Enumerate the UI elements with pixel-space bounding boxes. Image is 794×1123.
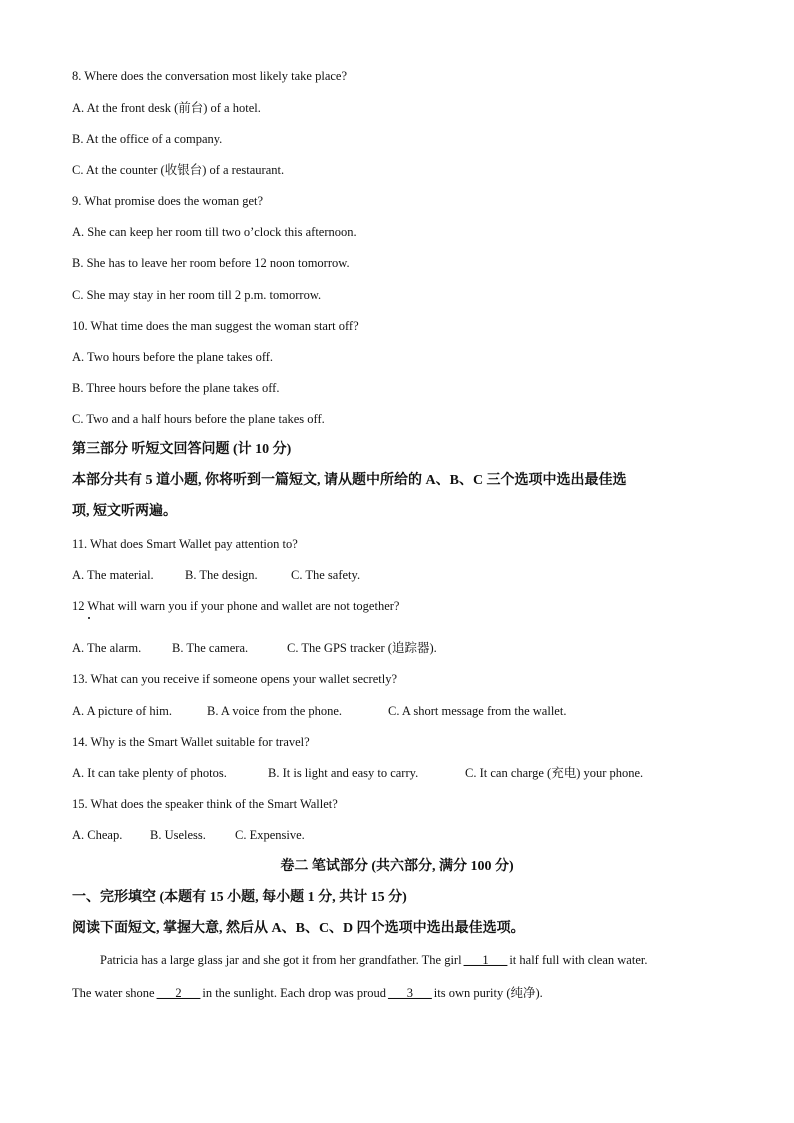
question-9-option-a: A. She can keep her room till two o’clock this afternoon. bbox=[72, 225, 357, 239]
stray-mark bbox=[88, 617, 90, 619]
question-9-option-c: C. She may stay in her room till 2 p.m. tomorrow. bbox=[72, 288, 322, 302]
question-13-stem: 13. What can you receive if someone opens your wallet secretly? bbox=[72, 672, 397, 686]
question-11-options bbox=[72, 567, 360, 583]
part3-instructions-line2: 项, 短文听两遍。 bbox=[72, 504, 177, 519]
question-11-option-c: C. The safety. bbox=[291, 568, 361, 582]
question-8-stem: 8. Where does the conversation most likely take place? bbox=[72, 69, 348, 83]
part3-title: 第三部分 听短文回答问题 (计 10 分) bbox=[72, 442, 292, 457]
question-13-options bbox=[72, 703, 566, 719]
question-14-options bbox=[72, 765, 643, 781]
question-11-option-a: A. The material. bbox=[72, 568, 154, 582]
question-15-options bbox=[72, 827, 305, 843]
question-12-option-a: A. The alarm. bbox=[72, 641, 142, 655]
question-12-option-c: C. The GPS tracker (追踪器). bbox=[287, 641, 437, 655]
question-10-option-b: B. Three hours before the plane takes off. bbox=[72, 381, 280, 395]
part3-instructions-line1: 本部分共有 5 道小题, 你将听到一篇短文, 请从题中所给的 A、B、C 三个选项中选出最佳选 bbox=[72, 473, 627, 488]
question-15-option-a: A. Cheap. bbox=[72, 828, 123, 842]
question-10-stem: 10. What time does the man suggest the woman start off? bbox=[72, 319, 359, 333]
section1-title: 一、完形填空 (本题有 15 小题, 每小题 1 分, 共计 15 分) bbox=[72, 890, 407, 905]
question-14-option-a: A. It can take plenty of photos. bbox=[72, 766, 227, 780]
volume2-title: 卷二 笔试部分 (共六部分, 满分 100 分) bbox=[280, 859, 514, 874]
question-14-option-c: C. It can charge (充电) your phone. bbox=[465, 766, 644, 780]
question-9-option-b: B. She has to leave her room before 12 noon tomorrow. bbox=[72, 256, 350, 270]
question-13-option-b: B. A voice from the phone. bbox=[207, 704, 343, 718]
passage-text: in the sunlight. Each drop was proud bbox=[202, 986, 387, 1000]
question-13-option-a: A. A picture of him. bbox=[72, 704, 172, 718]
section1-instructions: 阅读下面短文, 掌握大意, 然后从 A、B、C、D 四个选项中选出最佳选项。 bbox=[72, 921, 525, 936]
question-15-stem: 15. What does the speaker think of the Smart Wallet? bbox=[72, 797, 338, 811]
passage-text: it half full with clean water. bbox=[509, 953, 648, 967]
question-14-option-b: B. It is light and easy to carry. bbox=[268, 766, 419, 780]
blank-2: ___2___ bbox=[156, 986, 201, 1000]
question-12-option-b: B. The camera. bbox=[172, 641, 249, 655]
question-8-option-c: C. At the counter (收银台) of a restaurant. bbox=[72, 163, 285, 177]
question-15-option-b: B. Useless. bbox=[150, 828, 206, 842]
passage-text: its own purity (纯净). bbox=[433, 986, 543, 1000]
blank-3: ___3___ bbox=[388, 986, 432, 1000]
passage-line2 bbox=[72, 985, 543, 1001]
question-13-option-c: C. A short message from the wallet. bbox=[388, 704, 567, 718]
question-9-stem: 9. What promise does the woman get? bbox=[72, 194, 264, 208]
question-14-stem: 14. Why is the Smart Wallet suitable for travel? bbox=[72, 735, 310, 749]
question-10-option-c: C. Two and a half hours before the plane takes off. bbox=[72, 412, 325, 426]
passage-text: The water shone bbox=[72, 986, 155, 1000]
passage-text: Patricia has a large glass jar and she got it from her grandfather. The girl bbox=[100, 953, 462, 967]
question-12-options bbox=[72, 640, 437, 656]
question-15-option-c: C. Expensive. bbox=[235, 828, 305, 842]
blank-1: ___1___ bbox=[463, 953, 508, 967]
question-11-option-b: B. The design. bbox=[185, 568, 258, 582]
question-12-stem: 12 What will warn you if your phone and wallet are not together? bbox=[72, 599, 400, 613]
question-8-option-b: B. At the office of a company. bbox=[72, 132, 223, 146]
passage-line1 bbox=[100, 952, 647, 968]
question-11-stem: 11. What does Smart Wallet pay attention to? bbox=[72, 537, 298, 551]
question-8-option-a: A. At the front desk (前台) of a hotel. bbox=[72, 101, 261, 115]
question-10-option-a: A. Two hours before the plane takes off. bbox=[72, 350, 274, 364]
